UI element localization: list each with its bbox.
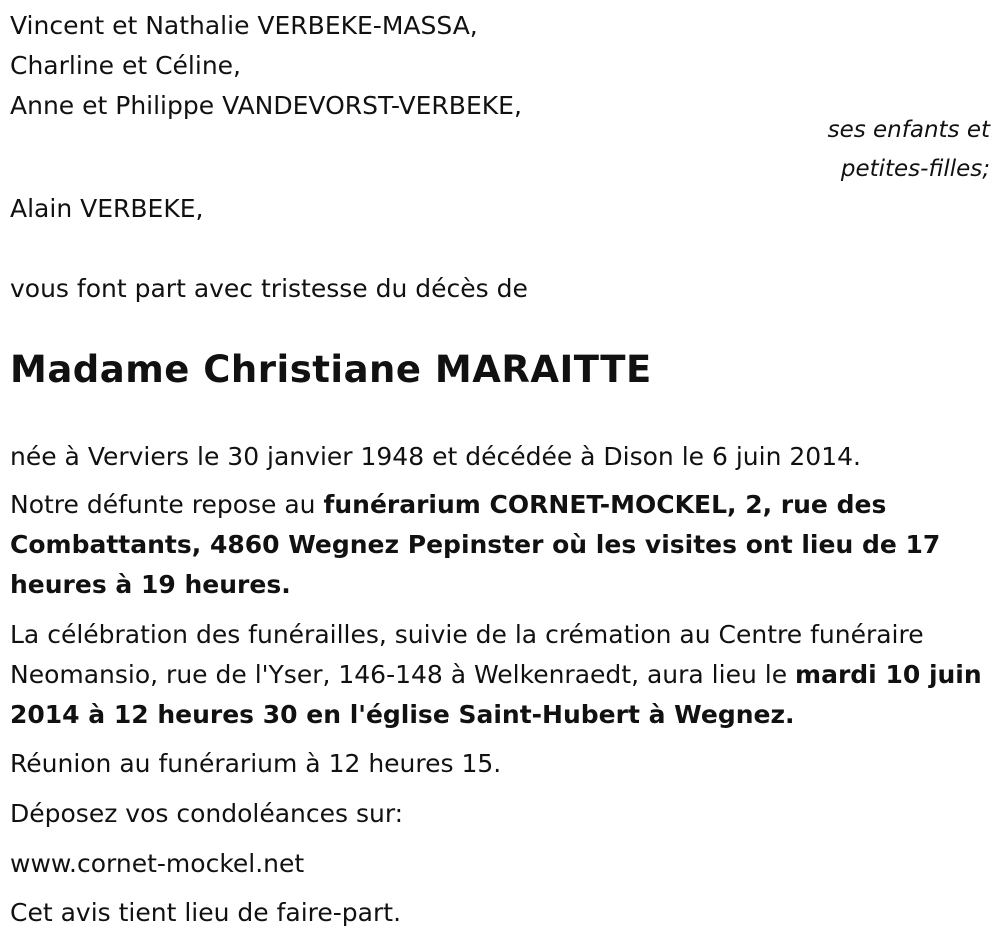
- website-link[interactable]: www.cornet-mockel.net: [10, 849, 305, 878]
- birth-death-text: née à Verviers le 30 janvier 1948 et décédée à Dison le 6 juin 2014.: [10, 442, 861, 471]
- family-line-2: Charline et Céline,: [10, 51, 241, 80]
- relation-line-2: petites-filles;: [840, 156, 990, 182]
- reunion-text: Réunion au funérarium à 12 heures 15.: [10, 749, 502, 778]
- deceased-name: Madame Christiane MARAITTE: [10, 348, 652, 391]
- family-line-4: Alain VERBEKE,: [10, 194, 204, 223]
- repose-details: funérarium CORNET-MOCKEL, 2, rue des Combattants, 4860 Wegnez Pepinster où les visites ont lieu de 17 heures à 19 heures.: [10, 490, 941, 599]
- family-line-3: Anne et Philippe VANDEVORST-VERBEKE,: [10, 91, 522, 120]
- family-line-1: Vincent et Nathalie VERBEKE-MASSA,: [10, 11, 478, 40]
- celebration-paragraph: [10, 615, 995, 735]
- intro-text: vous font part avec tristesse du décès de: [10, 274, 528, 303]
- celebration-details: mardi 10 juin 2014 à 12 heures 30 en l'église Saint-Hubert à Wegnez.: [10, 660, 982, 729]
- repose-paragraph: [10, 485, 995, 605]
- celebration-prefix: La célébration des funérailles, suivie de la crémation au Centre funéraire Neomansio, rue de l'Yser, 146-148 à Welkenraedt, aura lieu le: [10, 620, 924, 689]
- repose-prefix: Notre défunte repose au: [10, 490, 324, 519]
- notice-text: Cet avis tient lieu de faire-part.: [10, 898, 402, 927]
- condolences-label: Déposez vos condoléances sur:: [10, 799, 404, 828]
- relation-line-1: ses enfants et: [827, 117, 990, 143]
